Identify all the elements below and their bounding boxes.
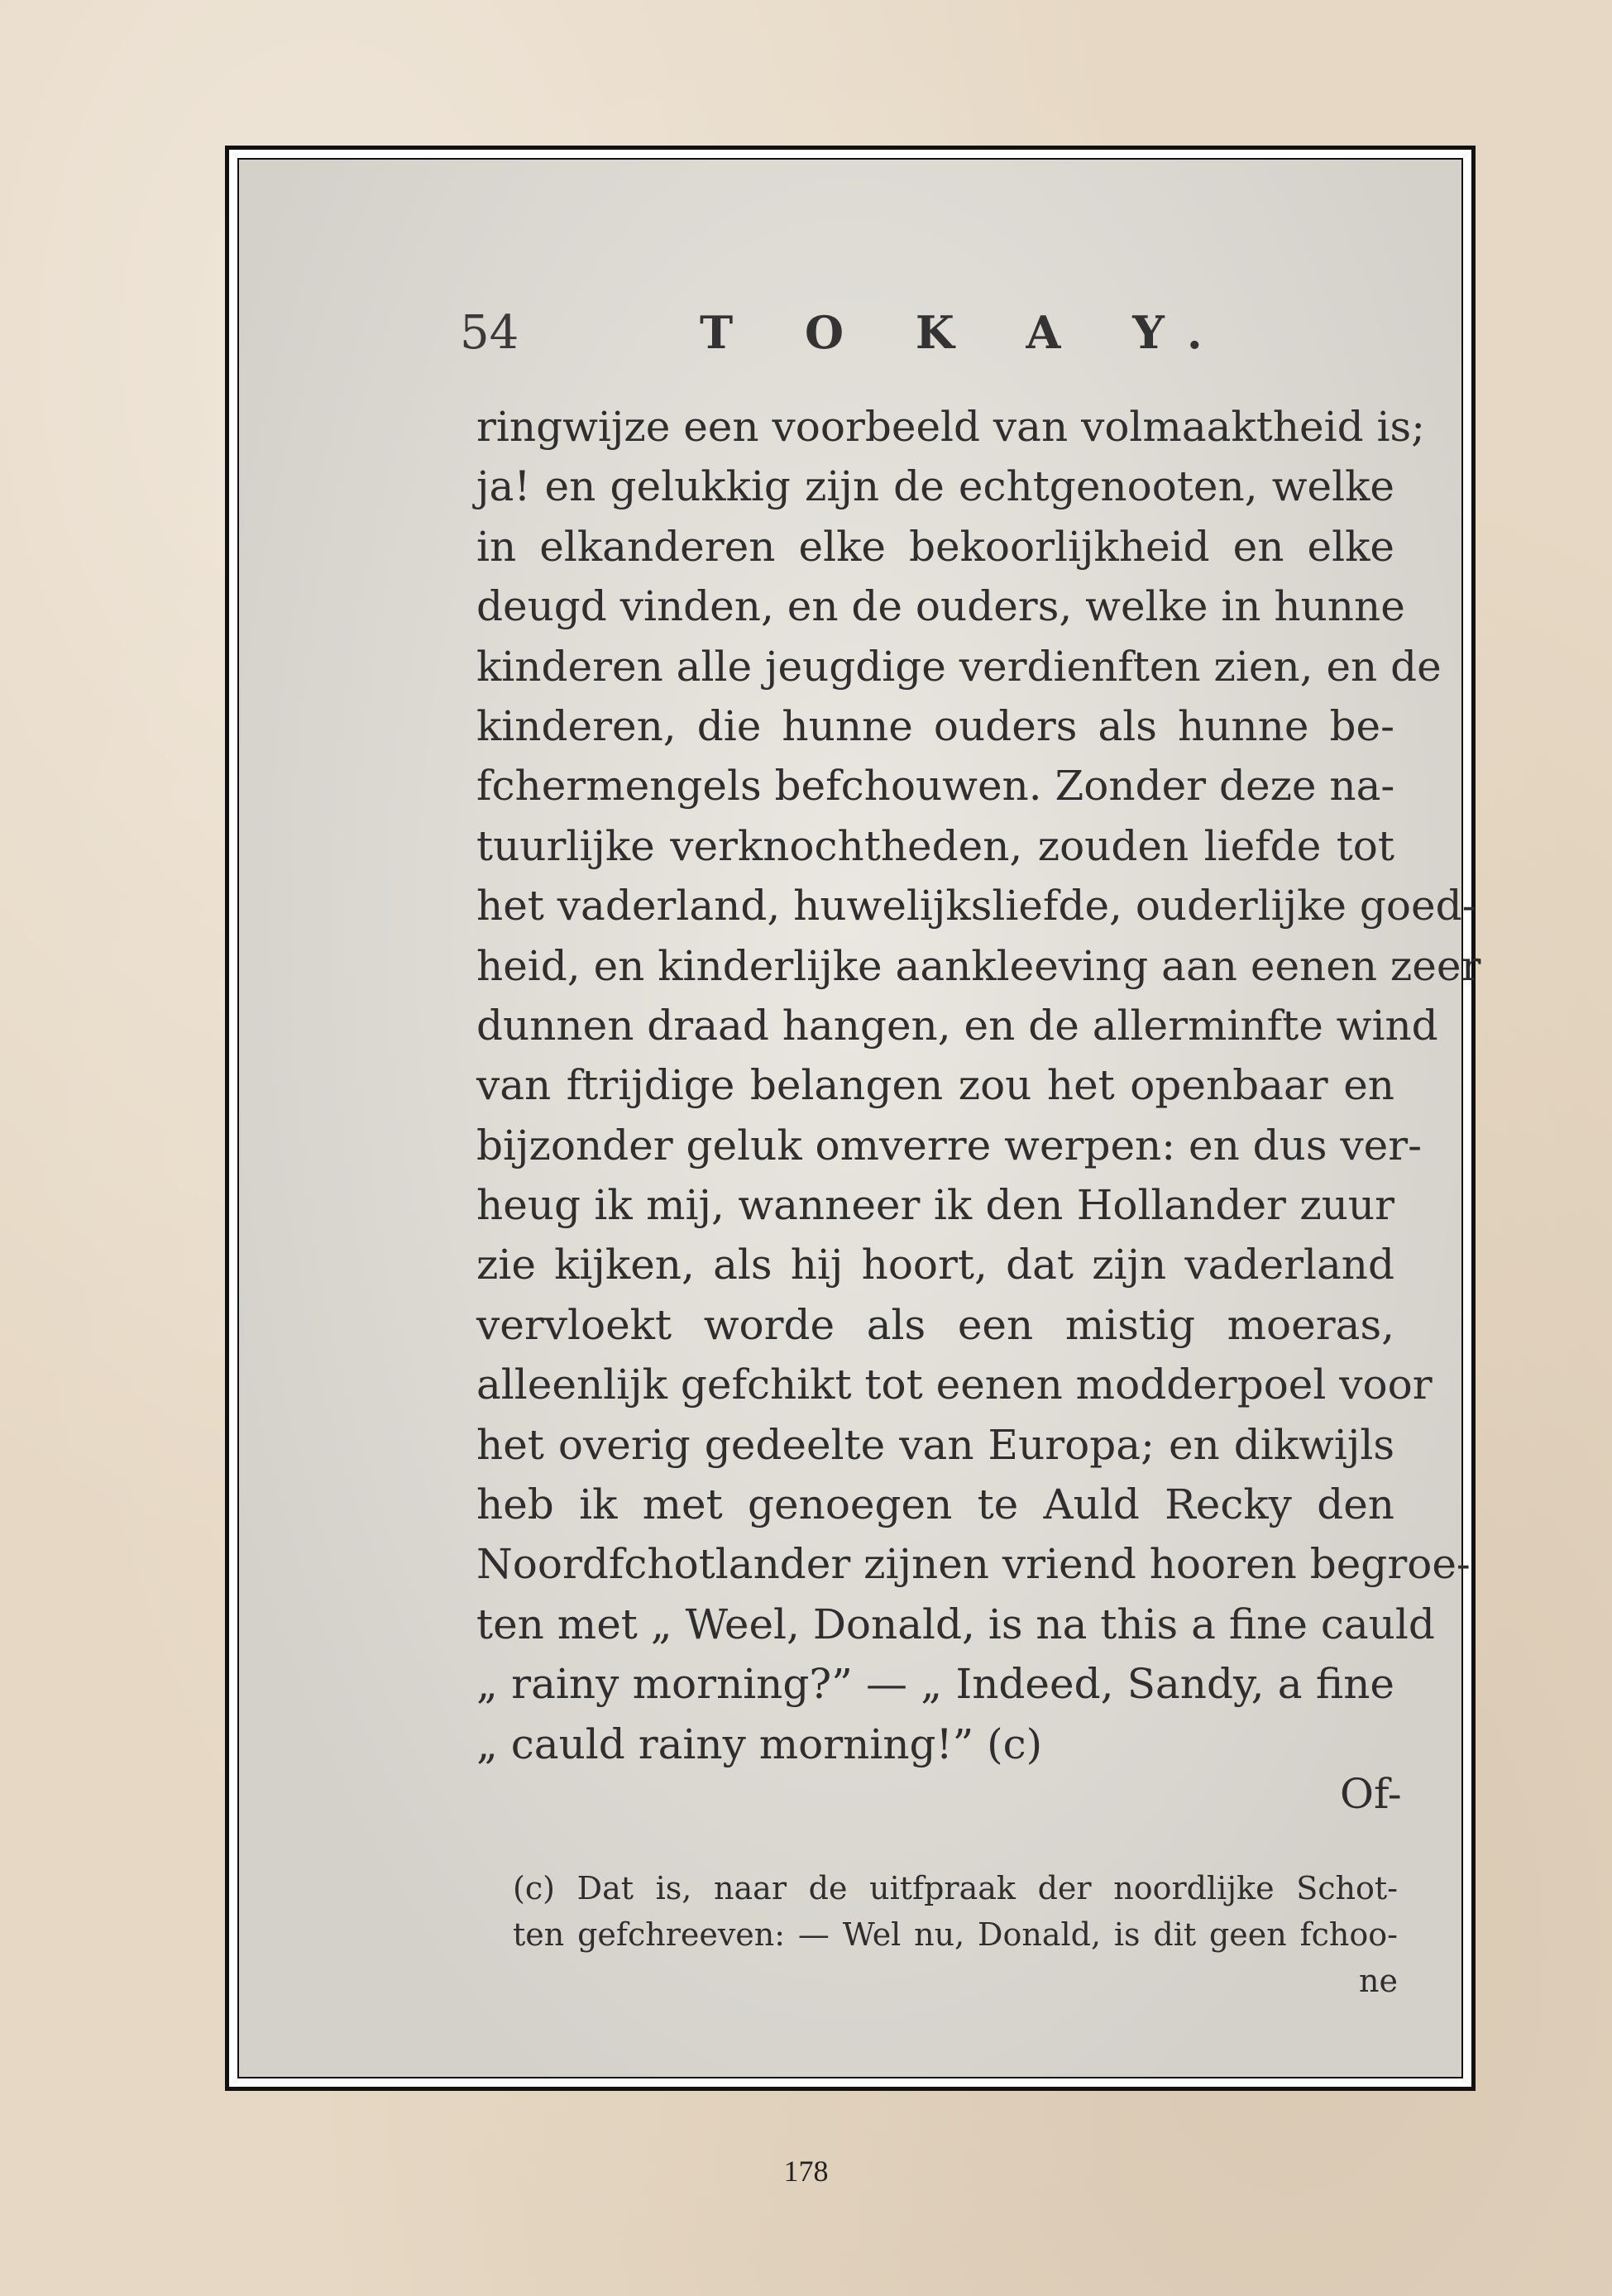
text-line: het vaderland, huwelijksliefde, ouderlijke goed- <box>476 882 1476 930</box>
text-line: ringwijze een voorbeeld van volmaaktheid is; <box>476 403 1426 451</box>
text-line: Noordfchotlander zijnen vriend hooren begroe- <box>476 1540 1471 1589</box>
footnote <box>513 1865 1398 2004</box>
text-line: bijzonder geluk omverre werpen: en dus ver- <box>476 1121 1423 1170</box>
text-line: heug ik mij, wanneer ik den Hollander zuur <box>476 1181 1394 1230</box>
text-line: heb ik met genoegen te Auld Recky den <box>476 1480 1394 1529</box>
text-line: dunnen draad hangen, en de allerminfte wind <box>476 1001 1438 1050</box>
page-number: 54 <box>460 306 519 360</box>
text-line: vervloekt worde als een mistig moeras, <box>476 1300 1394 1349</box>
footnote-line: ne <box>1359 1963 1398 1999</box>
running-title: T O K A Y. <box>700 306 1231 359</box>
text-line: in elkanderen elke bekoorlijkheid en elke <box>476 522 1394 571</box>
text-line: zie kijken, als hij hoort, dat zijn vaderland <box>476 1241 1394 1289</box>
text-line: deugd vinden, en de ouders, welke in hunne <box>476 582 1405 631</box>
running-head <box>460 306 1403 380</box>
text-line: „ rainy morning?” — „ Indeed, Sandy, a fine <box>476 1660 1394 1709</box>
text-line: ten met „ Weel, Donald, is na this a fine cauld <box>476 1600 1435 1648</box>
body-text <box>476 397 1481 1774</box>
text-line: ja! en gelukkig zijn de echtgenooten, welke <box>476 462 1394 511</box>
folio-number: 178 <box>783 2155 829 2188</box>
text-line: heid, en kinderlijke aankleeving aan eenen zeer <box>476 941 1481 990</box>
text-line: fchermengels befchouwen. Zonder deze na- <box>476 762 1395 811</box>
catchword: Of- <box>1340 1770 1402 1818</box>
text-line: „ cauld rainy morning!” (c) <box>476 1720 1043 1768</box>
footnote-line: (c) Dat is, naar de uitfpraak der noordlijke Schot- <box>513 1870 1398 1906</box>
text-line: kinderen, die hunne ouders als hunne be- <box>476 701 1394 750</box>
text-line: alleenlijk gefchikt tot eenen modderpoel voor <box>476 1361 1433 1409</box>
text-line: het overig gedeelte van Europa; en dikwijls <box>476 1420 1394 1469</box>
footnote-line: ten gefchreeven: — Wel nu, Donald, is dit geen fchoo- <box>513 1916 1398 1953</box>
text-line: tuurlijke verknochtheden, zouden liefde tot <box>476 821 1394 870</box>
text-line: kinderen alle jeugdige verdienften zien, en de <box>476 642 1442 691</box>
text-line: van ftrijdige belangen zou het openbaar en <box>476 1061 1394 1110</box>
